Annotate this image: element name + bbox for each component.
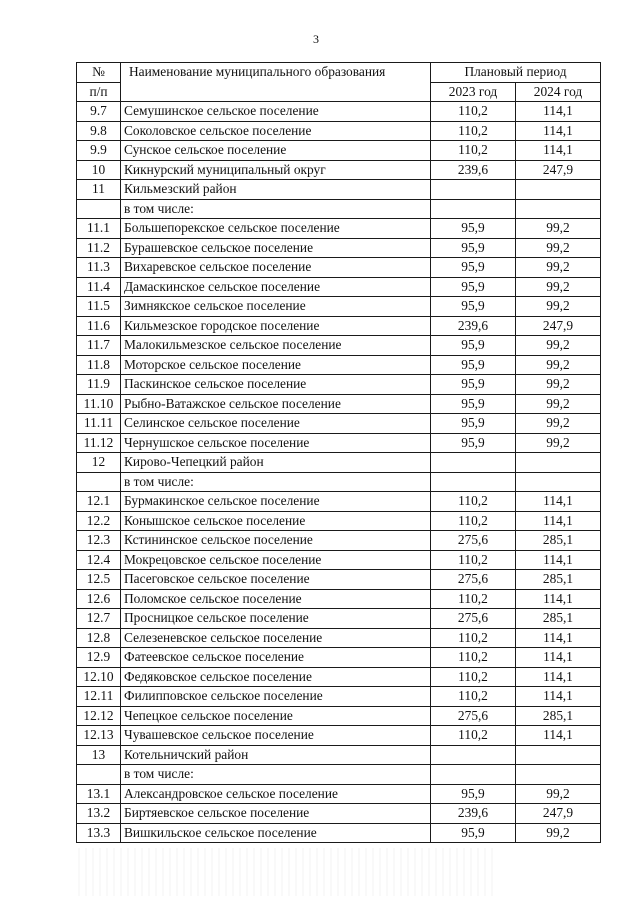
row-value-2023: 95,9 <box>431 784 516 804</box>
row-value-2023: 275,6 <box>431 609 516 629</box>
row-value-2024: 99,2 <box>516 277 601 297</box>
table-row <box>77 277 601 297</box>
row-value-2024: 247,9 <box>516 160 601 180</box>
row-municipality-name: Моторское сельское поселение <box>121 355 431 375</box>
table-row <box>77 394 601 414</box>
row-municipality-name: Фатеевское сельское поселение <box>121 648 431 668</box>
row-value-2023: 110,2 <box>431 141 516 161</box>
row-value-2023: 95,9 <box>431 258 516 278</box>
row-value-2023: 95,9 <box>431 394 516 414</box>
row-value-2023: 95,9 <box>431 297 516 317</box>
row-number <box>77 765 121 785</box>
row-municipality-name: в том числе: <box>121 472 431 492</box>
row-value-2023: 110,2 <box>431 687 516 707</box>
row-value-2024: 114,1 <box>516 492 601 512</box>
row-value-2024 <box>516 180 601 200</box>
table-row <box>77 375 601 395</box>
row-municipality-name: Селезеневское сельское поселение <box>121 628 431 648</box>
row-value-2024: 114,1 <box>516 726 601 746</box>
row-value-2024: 114,1 <box>516 141 601 161</box>
row-municipality-name: Рыбно-Ватажское сельское поселение <box>121 394 431 414</box>
subsidy-table <box>76 62 601 843</box>
row-number: 12.13 <box>77 726 121 746</box>
row-value-2024: 285,1 <box>516 531 601 551</box>
row-number: 12.5 <box>77 570 121 590</box>
row-value-2024: 99,2 <box>516 219 601 239</box>
row-value-2024: 114,1 <box>516 550 601 570</box>
row-value-2023: 110,2 <box>431 492 516 512</box>
row-value-2024 <box>516 472 601 492</box>
row-municipality-name: Кирово-Чепецкий район <box>121 453 431 473</box>
row-value-2024 <box>516 199 601 219</box>
row-number <box>77 472 121 492</box>
row-number: 11.2 <box>77 238 121 258</box>
page-number: 3 <box>313 32 319 46</box>
row-value-2023: 275,6 <box>431 706 516 726</box>
row-value-2023: 239,6 <box>431 160 516 180</box>
row-value-2024: 99,2 <box>516 414 601 434</box>
row-number: 12.11 <box>77 687 121 707</box>
row-value-2023: 110,2 <box>431 511 516 531</box>
row-municipality-name: Кильмезский район <box>121 180 431 200</box>
table-row <box>77 160 601 180</box>
row-value-2024: 114,1 <box>516 589 601 609</box>
row-municipality-name: Федяковское сельское поселение <box>121 667 431 687</box>
row-municipality-name: Кикнурский муниципальный округ <box>121 160 431 180</box>
table-row <box>77 453 601 473</box>
row-value-2024: 114,1 <box>516 648 601 668</box>
row-value-2024: 114,1 <box>516 511 601 531</box>
row-municipality-name: Котельничский район <box>121 745 431 765</box>
row-value-2024: 99,2 <box>516 355 601 375</box>
row-municipality-name: Пасеговское сельское поселение <box>121 570 431 590</box>
row-number: 11 <box>77 180 121 200</box>
row-value-2023: 95,9 <box>431 219 516 239</box>
row-value-2024: 99,2 <box>516 297 601 317</box>
header-municipality-name: Наименование муниципального образования <box>121 63 431 102</box>
table-row <box>77 258 601 278</box>
table-row <box>77 550 601 570</box>
table-row <box>77 765 601 785</box>
row-value-2023 <box>431 453 516 473</box>
row-value-2024: 285,1 <box>516 706 601 726</box>
table-row <box>77 531 601 551</box>
row-value-2023: 110,2 <box>431 726 516 746</box>
row-number: 12.8 <box>77 628 121 648</box>
table-row <box>77 121 601 141</box>
row-value-2023 <box>431 180 516 200</box>
row-municipality-name: Большепорекское сельское поселение <box>121 219 431 239</box>
row-number: 12.12 <box>77 706 121 726</box>
row-value-2023 <box>431 765 516 785</box>
row-value-2023: 239,6 <box>431 316 516 336</box>
table-row <box>77 609 601 629</box>
row-value-2024: 99,2 <box>516 394 601 414</box>
row-number: 11.5 <box>77 297 121 317</box>
row-municipality-name: Вихаревское сельское поселение <box>121 258 431 278</box>
row-number <box>77 199 121 219</box>
row-value-2023: 95,9 <box>431 823 516 843</box>
table-header <box>77 63 601 102</box>
row-number: 11.8 <box>77 355 121 375</box>
table-row <box>77 589 601 609</box>
table-row <box>77 336 601 356</box>
table-row <box>77 219 601 239</box>
table-row <box>77 199 601 219</box>
row-number: 12.1 <box>77 492 121 512</box>
row-value-2024: 114,1 <box>516 102 601 122</box>
row-value-2024: 285,1 <box>516 570 601 590</box>
row-value-2023: 275,6 <box>431 570 516 590</box>
row-value-2023: 110,2 <box>431 589 516 609</box>
row-number: 12.4 <box>77 550 121 570</box>
row-value-2024: 99,2 <box>516 784 601 804</box>
table-row <box>77 804 601 824</box>
row-municipality-name: Биртяевское сельское поселение <box>121 804 431 824</box>
row-value-2024: 99,2 <box>516 823 601 843</box>
table-row <box>77 414 601 434</box>
header-planned-period: Плановый период <box>431 63 601 83</box>
row-municipality-name: Дамаскинское сельское поселение <box>121 277 431 297</box>
table-body <box>77 102 601 843</box>
table-row <box>77 355 601 375</box>
row-value-2023: 95,9 <box>431 336 516 356</box>
row-municipality-name: Малокильмезское сельское поселение <box>121 336 431 356</box>
row-value-2024: 99,2 <box>516 433 601 453</box>
row-value-2023 <box>431 745 516 765</box>
row-number: 11.10 <box>77 394 121 414</box>
row-number: 11.4 <box>77 277 121 297</box>
table-row <box>77 472 601 492</box>
row-number: 13.2 <box>77 804 121 824</box>
table-row <box>77 102 601 122</box>
row-municipality-name: Бурашевское сельское поселение <box>121 238 431 258</box>
table-row <box>77 433 601 453</box>
row-number: 11.1 <box>77 219 121 239</box>
row-municipality-name: в том числе: <box>121 765 431 785</box>
row-municipality-name: Кстининское сельское поселение <box>121 531 431 551</box>
row-value-2023: 110,2 <box>431 667 516 687</box>
row-value-2024: 114,1 <box>516 628 601 648</box>
row-number: 12 <box>77 453 121 473</box>
table-row <box>77 297 601 317</box>
table-row <box>77 628 601 648</box>
row-municipality-name: Вишкильское сельское поселение <box>121 823 431 843</box>
row-municipality-name: Сунское сельское поселение <box>121 141 431 161</box>
row-value-2023: 110,2 <box>431 102 516 122</box>
row-number: 11.7 <box>77 336 121 356</box>
row-number: 11.12 <box>77 433 121 453</box>
row-value-2023: 110,2 <box>431 628 516 648</box>
row-number: 11.6 <box>77 316 121 336</box>
table-row <box>77 648 601 668</box>
row-value-2024 <box>516 745 601 765</box>
table-row <box>77 570 601 590</box>
table-row <box>77 745 601 765</box>
row-municipality-name: Соколовское сельское поселение <box>121 121 431 141</box>
table-row <box>77 823 601 843</box>
row-number: 13 <box>77 745 121 765</box>
row-value-2024: 99,2 <box>516 238 601 258</box>
row-number: 12.2 <box>77 511 121 531</box>
row-number: 13.1 <box>77 784 121 804</box>
row-municipality-name: Александровское сельское поселение <box>121 784 431 804</box>
row-value-2024: 247,9 <box>516 804 601 824</box>
header-year-2023: 2023 год <box>431 82 516 102</box>
table-row <box>77 238 601 258</box>
row-number: 11.11 <box>77 414 121 434</box>
row-value-2023: 110,2 <box>431 550 516 570</box>
row-value-2023: 95,9 <box>431 238 516 258</box>
table-row <box>77 784 601 804</box>
row-municipality-name: Филипповское сельское поселение <box>121 687 431 707</box>
row-number: 9.7 <box>77 102 121 122</box>
row-municipality-name: Поломское сельское поселение <box>121 589 431 609</box>
row-number: 11.3 <box>77 258 121 278</box>
row-value-2024: 285,1 <box>516 609 601 629</box>
row-number: 13.3 <box>77 823 121 843</box>
row-number: 10 <box>77 160 121 180</box>
row-value-2024: 114,1 <box>516 667 601 687</box>
row-value-2023: 95,9 <box>431 355 516 375</box>
row-value-2023: 275,6 <box>431 531 516 551</box>
row-value-2024 <box>516 453 601 473</box>
row-number: 12.3 <box>77 531 121 551</box>
row-number: 12.7 <box>77 609 121 629</box>
row-value-2023 <box>431 472 516 492</box>
row-value-2023: 239,6 <box>431 804 516 824</box>
row-municipality-name: Кильмезское городское поселение <box>121 316 431 336</box>
row-number: 11.9 <box>77 375 121 395</box>
row-municipality-name: Чувашевское сельское поселение <box>121 726 431 746</box>
scan-artifact <box>78 848 498 896</box>
row-number: 9.8 <box>77 121 121 141</box>
row-municipality-name: Бурмакинское сельское поселение <box>121 492 431 512</box>
table-row <box>77 687 601 707</box>
row-number: 9.9 <box>77 141 121 161</box>
row-municipality-name: Мокрецовское сельское поселение <box>121 550 431 570</box>
row-value-2023: 95,9 <box>431 277 516 297</box>
row-municipality-name: Семушинское сельское поселение <box>121 102 431 122</box>
header-year-2024: 2024 год <box>516 82 601 102</box>
table-row <box>77 492 601 512</box>
row-municipality-name: Чернушское сельское поселение <box>121 433 431 453</box>
row-value-2024: 99,2 <box>516 375 601 395</box>
row-value-2023: 95,9 <box>431 375 516 395</box>
row-value-2024: 99,2 <box>516 258 601 278</box>
row-value-2024: 99,2 <box>516 336 601 356</box>
table-row <box>77 141 601 161</box>
table-row <box>77 706 601 726</box>
row-value-2024 <box>516 765 601 785</box>
row-municipality-name: Паскинское сельское поселение <box>121 375 431 395</box>
row-value-2024: 114,1 <box>516 121 601 141</box>
row-municipality-name: Просницкое сельское поселение <box>121 609 431 629</box>
row-value-2023 <box>431 199 516 219</box>
row-value-2023: 110,2 <box>431 121 516 141</box>
table-row <box>77 726 601 746</box>
row-value-2024: 114,1 <box>516 687 601 707</box>
header-number-sub: п/п <box>77 82 121 102</box>
row-number: 12.9 <box>77 648 121 668</box>
row-number: 12.6 <box>77 589 121 609</box>
row-municipality-name: Конышское сельское поселение <box>121 511 431 531</box>
header-number-sign: № <box>77 63 121 83</box>
row-municipality-name: Чепецкое сельское поселение <box>121 706 431 726</box>
row-value-2023: 95,9 <box>431 433 516 453</box>
table-row <box>77 180 601 200</box>
row-value-2023: 95,9 <box>431 414 516 434</box>
row-value-2024: 247,9 <box>516 316 601 336</box>
row-municipality-name: в том числе: <box>121 199 431 219</box>
row-number: 12.10 <box>77 667 121 687</box>
table-row <box>77 667 601 687</box>
row-municipality-name: Зимнякское сельское поселение <box>121 297 431 317</box>
table-row <box>77 511 601 531</box>
table-row <box>77 316 601 336</box>
row-municipality-name: Селинское сельское поселение <box>121 414 431 434</box>
row-value-2023: 110,2 <box>431 648 516 668</box>
